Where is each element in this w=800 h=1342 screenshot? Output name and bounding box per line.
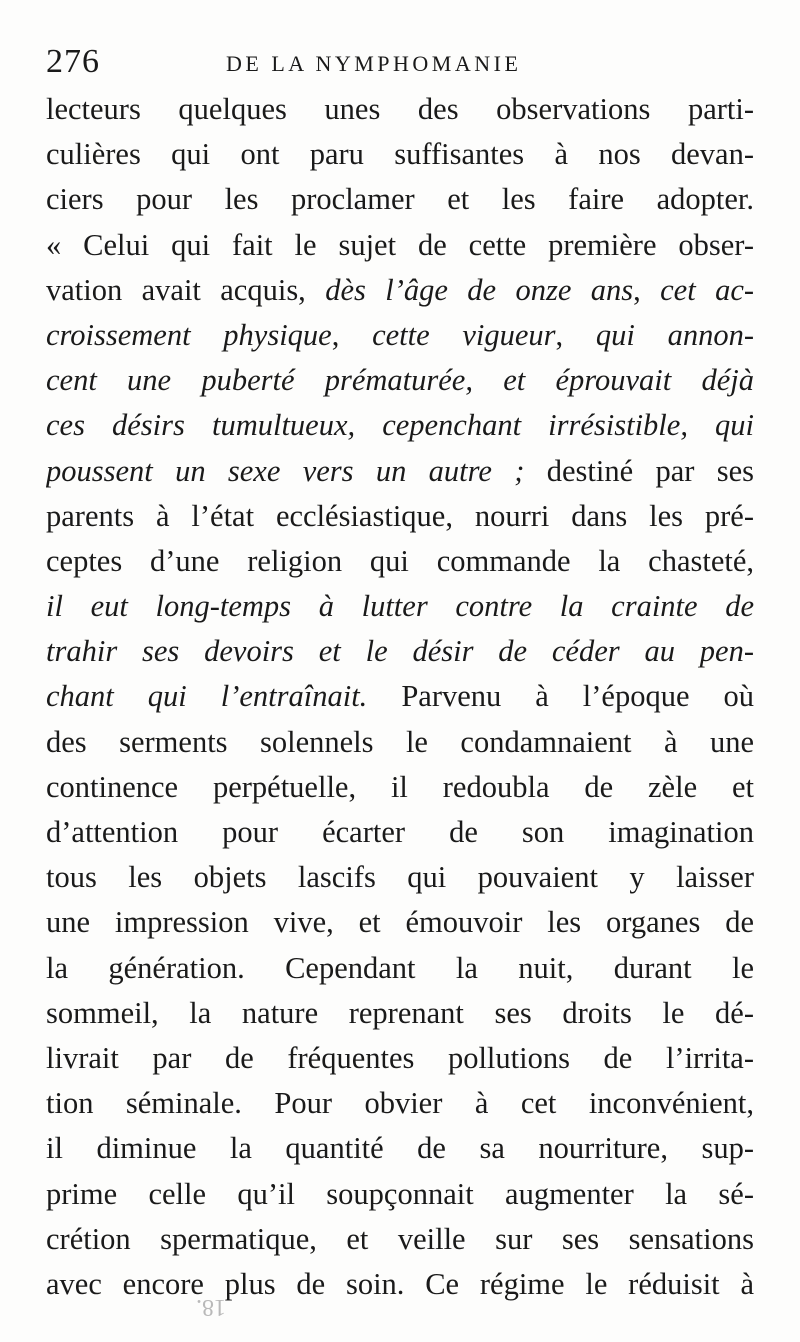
italic-text: croissement physique xyxy=(46,317,332,352)
italic-text: trahir ses devoirs et le désir de céder au pen- xyxy=(46,634,754,669)
italic-text: poussent un sexe vers un autre ; xyxy=(46,453,525,488)
text-line xyxy=(46,494,754,539)
text-segment: livrait par de fréquentes pollutions de l’irrita- xyxy=(46,1040,754,1075)
text-segment: d’attention pour écarter de son imagination xyxy=(46,815,754,849)
text-segment: parents à l’état ecclésiastique, nourri dans les pré- xyxy=(46,498,754,533)
italic-text: ces désirs tumultueux, cepenchant irrésistible, qui xyxy=(46,408,754,443)
text-line xyxy=(46,539,754,584)
italic-text: dès l’âge de onze ans xyxy=(325,272,634,307)
text-segment: la génération. Cependant la nuit, durant le xyxy=(46,950,754,985)
page-header xyxy=(46,38,750,88)
page-number: 276 xyxy=(46,43,100,80)
text-segment: « Celui qui fait le sujet de cette première obser- xyxy=(46,227,754,262)
text-line xyxy=(46,403,754,448)
text-line xyxy=(46,132,754,177)
text-line xyxy=(46,1081,754,1126)
text-segment: vation avait acquis, xyxy=(46,272,326,307)
text-segment: avec encore plus de soin. Ce régime le réduisit à xyxy=(46,1266,754,1301)
text-line xyxy=(46,1172,754,1217)
italic-text: cette vigueur xyxy=(372,317,556,352)
text-segment: lecteurs quelques unes des observations parti- xyxy=(46,92,754,126)
text-segment: tous les objets lascifs qui pouvaient y laisser xyxy=(46,860,754,895)
italic-text: qui annon- xyxy=(595,317,754,352)
text-line xyxy=(46,268,754,313)
text-segment: , xyxy=(633,272,661,307)
italic-text: cet ac- xyxy=(660,272,754,307)
text-line xyxy=(46,720,754,765)
body-text xyxy=(46,87,754,1307)
text-segment: continence perpétuelle, il redoubla de zèle et xyxy=(46,769,754,804)
text-segment: il diminue la quantité de sa nourriture, sup- xyxy=(46,1131,754,1166)
italic-text: cent une puberté prématurée, et éprouvait déjà xyxy=(46,363,754,398)
text-segment: ceptes d’une religion qui commande la chasteté, xyxy=(46,543,754,578)
text-line xyxy=(46,629,754,674)
text-line xyxy=(46,1126,754,1171)
text-segment: une impression vive, et émouvoir les organes de xyxy=(46,905,754,940)
text-segment: crétion spermatique, et veille sur ses sensations xyxy=(46,1221,754,1256)
text-line xyxy=(46,991,754,1036)
italic-text: chant qui l’entraînait. xyxy=(46,679,368,714)
text-segment: , xyxy=(555,317,596,352)
text-line xyxy=(46,765,754,810)
text-segment: Parvenu à l’époque où xyxy=(367,679,754,714)
signature-mark: 18. xyxy=(196,1294,226,1320)
text-segment: culières qui ont paru suffisantes à nos devan- xyxy=(46,137,754,172)
text-segment: destiné par ses xyxy=(524,453,754,488)
text-line xyxy=(46,87,754,132)
text-line xyxy=(46,223,754,268)
text-line xyxy=(46,177,754,222)
text-segment: , xyxy=(331,317,373,352)
text-line xyxy=(46,449,754,494)
text-segment: tion séminale. Pour obvier à cet inconvénient, xyxy=(46,1086,754,1121)
text-line xyxy=(46,855,754,900)
text-segment: des serments solennels le condamnaient à une xyxy=(46,724,754,759)
text-line xyxy=(46,358,754,403)
text-line xyxy=(46,810,754,855)
text-line xyxy=(46,584,754,629)
text-line xyxy=(46,1262,754,1307)
running-head: DE LA NYMPHOMANIE xyxy=(226,51,522,76)
text-segment: prime celle qu’il soupçonnait augmenter la sé- xyxy=(46,1176,754,1211)
text-segment: sommeil, la nature reprenant ses droits le dé- xyxy=(46,995,754,1030)
text-line xyxy=(46,900,754,945)
text-line xyxy=(46,946,754,991)
text-line xyxy=(46,1036,754,1081)
text-line xyxy=(46,674,754,719)
text-line xyxy=(46,313,754,358)
text-line xyxy=(46,1217,754,1262)
text-segment: ciers pour les proclamer et les faire adopter. xyxy=(46,182,754,217)
italic-text: il eut long-temps à lutter contre la crainte de xyxy=(46,589,754,624)
